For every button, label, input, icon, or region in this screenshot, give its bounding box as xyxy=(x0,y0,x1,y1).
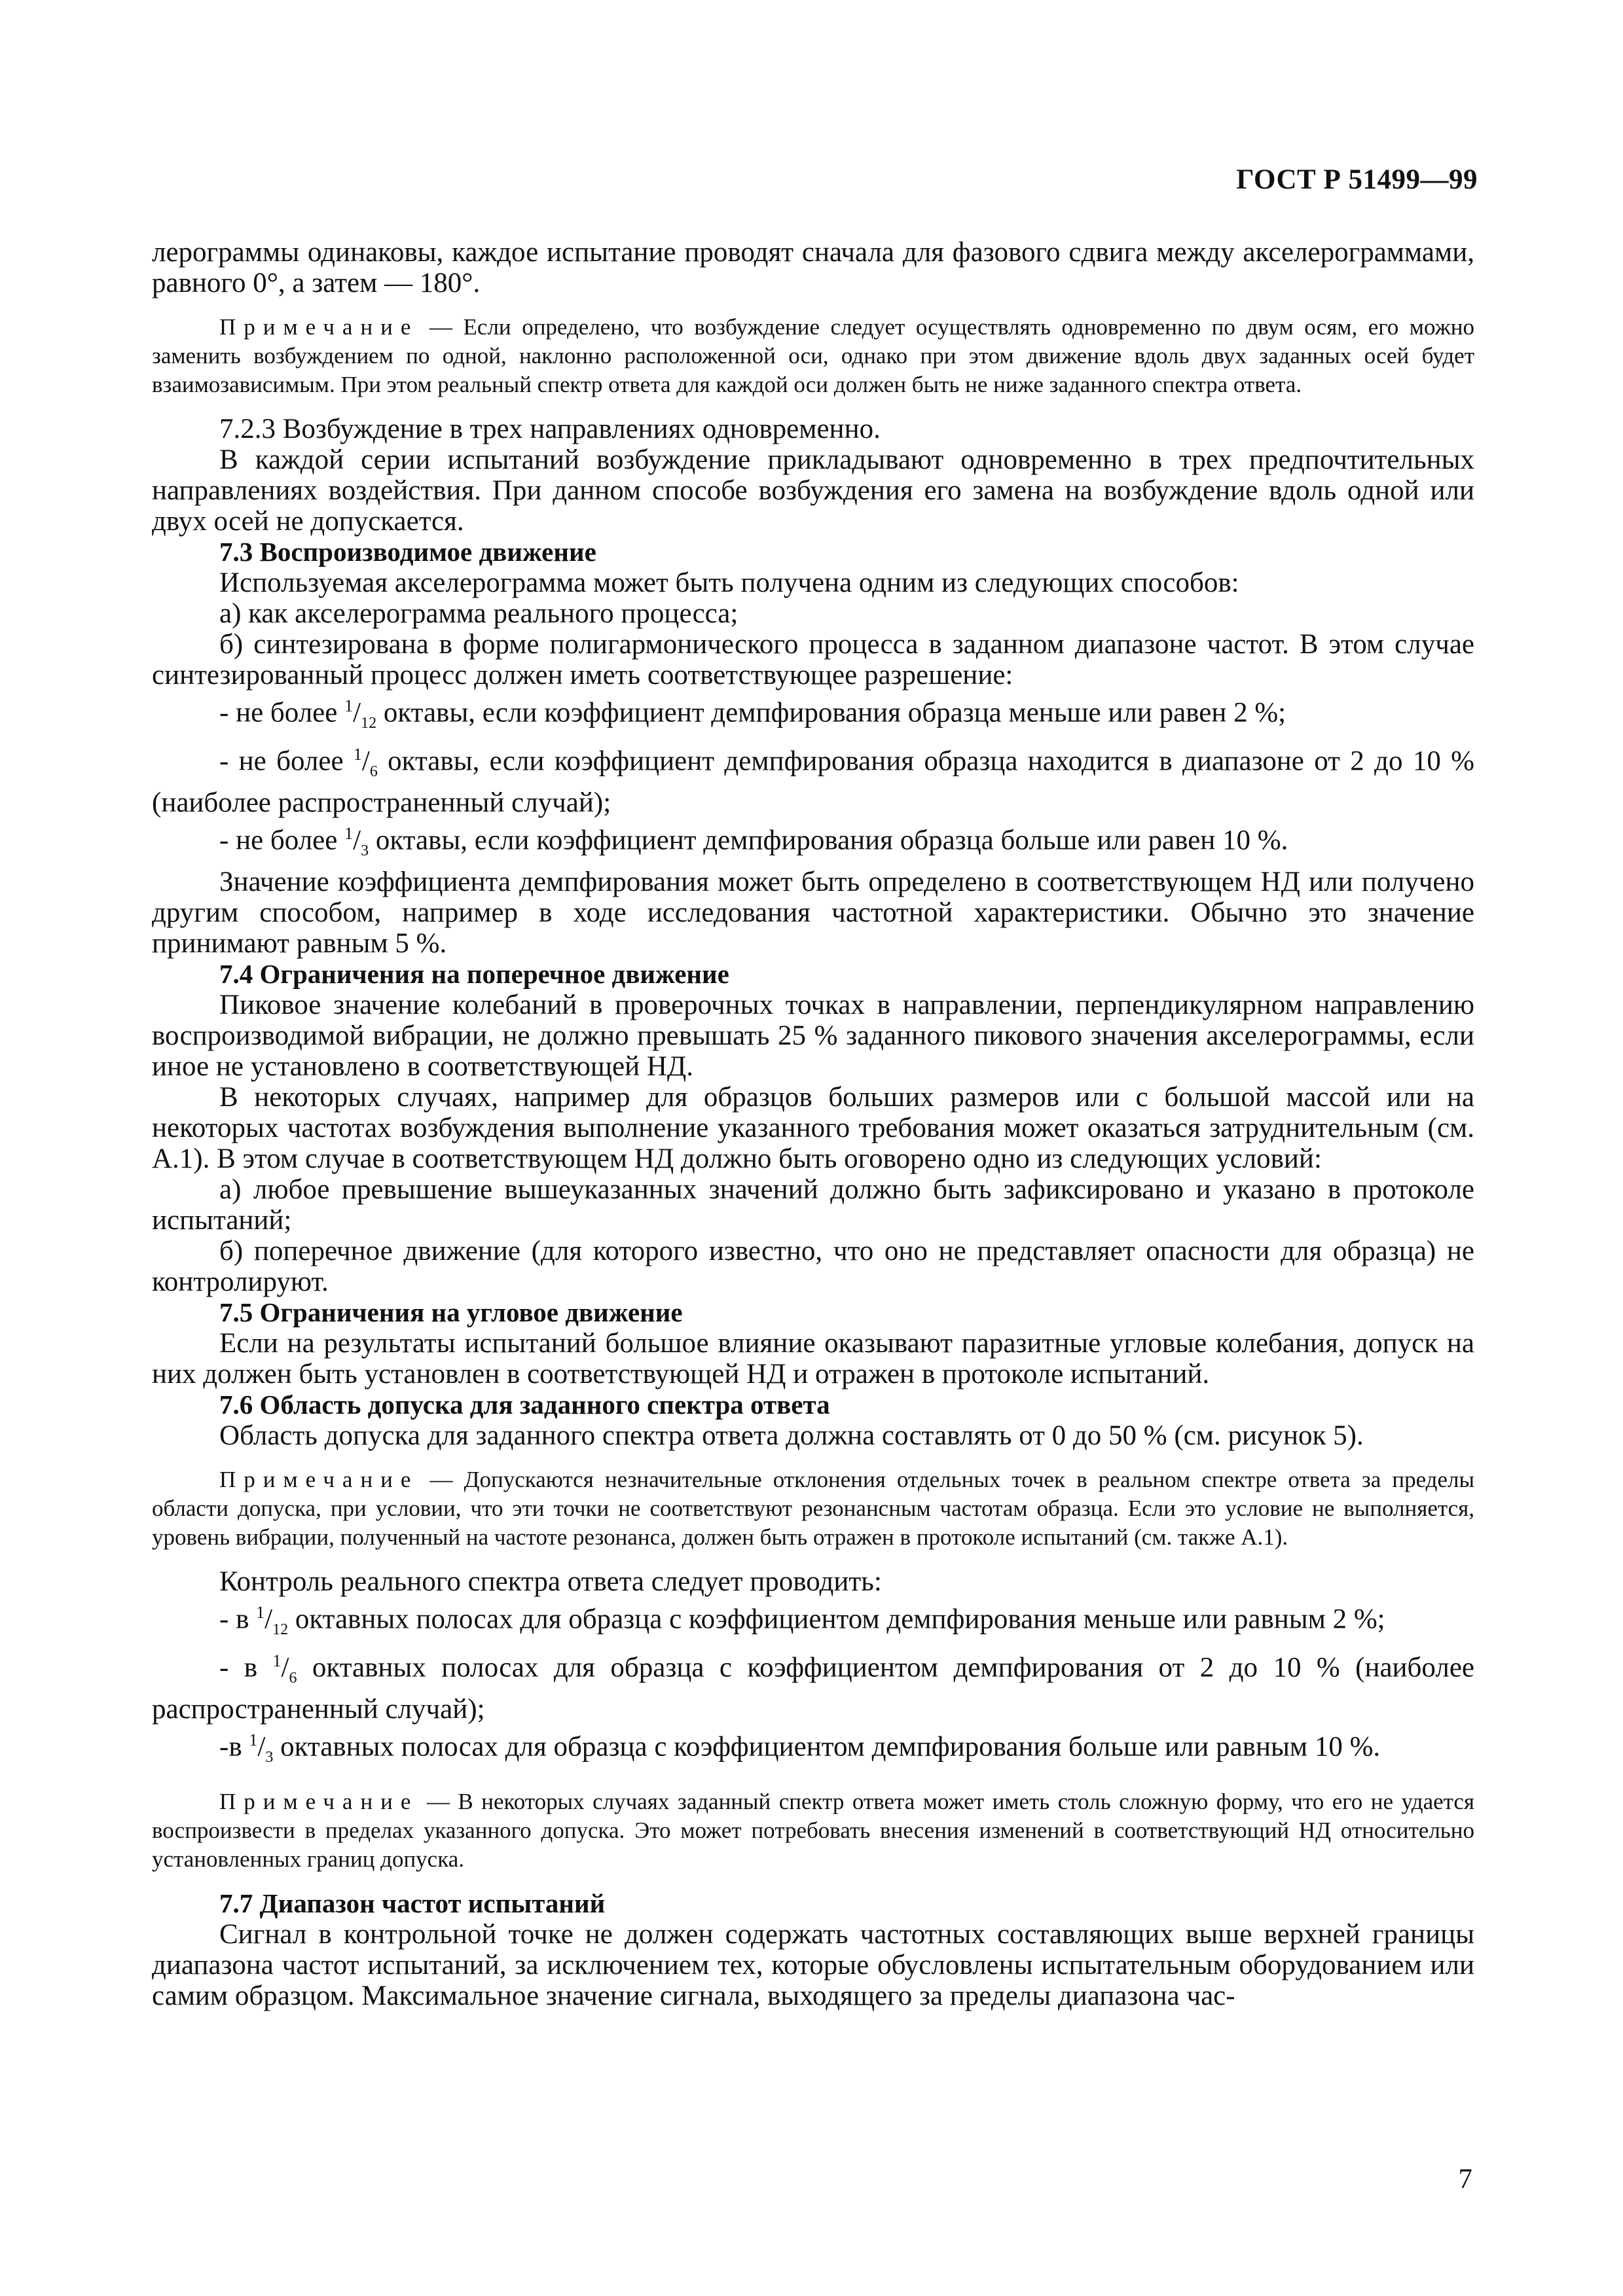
section-7-3-intro: Используемая акселерограмма может быть получена одним из следующих способов: xyxy=(219,567,1239,598)
fraction-numerator: 1 xyxy=(344,823,354,843)
item-text: октавы, если коэффициент демпфирования образца находится в диапазоне от 2 до 10 % (наиболее распространенный случай); xyxy=(152,745,1475,818)
item-text: октавных полосах для образца с коэффициентом демпфирования больше или равным 10 %. xyxy=(273,1731,1381,1762)
note-1 xyxy=(152,313,1474,399)
item-text: октавы, если коэффициент демпфирования образца больше или равен 10 %. xyxy=(369,825,1288,856)
note-text: — Если определено, что возбуждение следует осуществлять одновременно по двум осям, его можно заменить возбуждением по одной, наклонно расположенной оси, однако при этом движение вдоль двух заданных осей будет взаимозависимым. При этом реальный спектр ответа для каждой оси должен быть не ниже заданного спектра ответа. xyxy=(152,314,1474,397)
section-7-6-para-1: Область допуска для заданного спектра ответа должна составлять от 0 до 50 % (см. рисунок 5). xyxy=(219,1420,1364,1451)
section-7-5-para: Если на результаты испытаний большое влияние оказывают паразитные угловые колебания, допуск на них должен быть установлен в соответствующей НД и отражен в протоколе испытаний. xyxy=(152,1327,1474,1390)
item-prefix: - в xyxy=(219,1652,273,1683)
section-7-6-para-2: Контроль реального спектра ответа следует проводить: xyxy=(219,1566,882,1597)
item-prefix: - в xyxy=(219,1604,257,1635)
item-prefix: - не более xyxy=(219,745,354,777)
section-7-4-item-b: б) поперечное движение (для которого известно, что оно не представляет опасности для образца) не контролируют. xyxy=(152,1235,1474,1297)
note-label: Примечание xyxy=(219,1788,419,1814)
section-7-4-para-1: Пиковое значение колебаний в проверочных точках в направлении, перпендикулярном направлению воспроизводимой вибрации, не должно превышать 25 % заданного пикового значения акселерограммы, если иное не установлено в соответствующей НД. xyxy=(152,989,1474,1082)
note-3 xyxy=(152,1787,1474,1874)
section-7-3-item-b: б) синтезирована в форме полигармонического процесса в заданном диапазоне частот. В этом случае синтезированный процесс должен иметь соответствующее разрешение: xyxy=(152,629,1474,691)
note-text: — В некоторых случаях заданный спектр ответа может иметь столь сложную форму, что его не удается воспроизвести в пределах указанного допуска. Это может потребовать внесения изменений в соответствующий НД относительно установленных границ допуска. xyxy=(152,1788,1474,1872)
section-7-3-heading: 7.3 Воспроизводимое движение xyxy=(219,537,596,567)
fraction-numerator: 1 xyxy=(344,696,354,715)
item-text: октавы, если коэффициент демпфирования образца меньше или равен 2 %; xyxy=(376,697,1286,728)
subsection-7-2-3-title: 7.2.3 Возбуждение в трех направлениях одновременно. xyxy=(219,414,881,444)
section-7-4-item-a: а) любое превышение вышеуказанных значений должно быть зафиксировано и указано в протоколе испытаний; xyxy=(152,1174,1474,1236)
octave-band-item-3: -в $^1/_3$ октавных полосах для образца с коэффициентом демпфирования больше или равным 10 %. xyxy=(219,1730,1381,1766)
fraction-denominator: 3 xyxy=(265,1748,274,1766)
resolution-item-3: - не более $^1/_3$ октавы, если коэффициент демпфирования образца больше или равен 10 %. xyxy=(219,823,1288,859)
fraction-denominator: 12 xyxy=(272,1621,289,1638)
subsection-7-2-3-text: В каждой серии испытаний возбуждение прикладывают одновременно в трех предпочтительных направлениях воздействия. При данном способе возбуждения его замена на возбуждение вдоль одной или двух осей не допускается. xyxy=(152,444,1474,537)
section-7-3-damping-note: Значение коэффициента демпфирования может быть определено в соответствующем НД или получено другим способом, например в ходе исследования частотной характеристики. Обычно это значение принимают равным 5 %. xyxy=(152,866,1474,959)
fraction-denominator: 6 xyxy=(289,1669,297,1687)
note-label: Примечание xyxy=(219,314,419,340)
section-7-4-heading: 7.4 Ограничения на поперечное движение xyxy=(219,958,729,989)
document-id-header: ГОСТ Р 51499—99 xyxy=(1236,164,1478,195)
item-prefix: - не более xyxy=(219,697,345,728)
note-text: — Допускаются незначительные отклонения отдельных точек в реальном спектре ответа за пределы области допуска, при условии, что эти точки не соответствуют резонансным частотам образца. Если это условие не выполняется, уровень вибрации, полученный на частоте резонанса, должен быть отражен в протоколе испытаний (см. также А.1). xyxy=(152,1466,1474,1550)
fraction-denominator: 3 xyxy=(361,842,369,859)
item-text: октавных полосах для образца с коэффициентом демпфирования от 2 до 10 % (наиболее распространенный случай); xyxy=(152,1652,1474,1725)
page-number: 7 xyxy=(1458,2164,1472,2195)
resolution-item-2: - не более $^1/_6$ октавы, если коэффициент демпфирования образца находится в диапазоне от 2 до 10 % (наиболее распространенный случай); xyxy=(152,744,1475,818)
section-7-4-para-2: В некоторых случаях, например для образцов больших размеров или с большой массой или на некоторых частотах возбуждения выполнение указанного требования может оказаться затруднительным (см. А.1). В этом случае в соответствующем НД должно быть оговорено одно из следующих условий: xyxy=(152,1081,1474,1174)
resolution-item-1: - не более $^1/_{12}$ октавы, если коэффициент демпфирования образца меньше или равен 2 %; xyxy=(219,696,1286,732)
paragraph-continuation: лерограммы одинаковы, каждое испытание проводят сначала для фазового сдвига между акселерограммами, равного 0°, а затем — 180°. xyxy=(152,237,1474,298)
section-7-5-heading: 7.5 Ограничения на угловое движение xyxy=(219,1297,683,1327)
section-7-7-para: Сигнал в контрольной точке не должен содержать частотных составляющих выше верхней границы диапазона частот испытаний, за исключением тех, которые обусловлены испытательным оборудованием или самим образцом. Максимальное значение сигнала, выходящего за пределы диапазона час- xyxy=(152,1918,1474,2011)
item-prefix: - не более xyxy=(219,825,345,856)
page-body xyxy=(152,237,1474,2011)
fraction-denominator: 6 xyxy=(369,762,378,780)
section-7-3-item-a: а) как акселерограмма реального процесса; xyxy=(219,598,739,629)
octave-band-item-1: - в $^1/_{12}$ октавных полосах для образца с коэффициентом демпфирования меньше или равным 2 %; xyxy=(219,1602,1385,1638)
section-7-7-heading: 7.7 Диапазон частот испытаний xyxy=(219,1888,606,1918)
item-prefix: -в xyxy=(219,1731,249,1762)
note-label: Примечание xyxy=(219,1466,419,1492)
fraction-numerator: 1 xyxy=(353,744,362,764)
octave-band-item-2: - в $^1/_6$ октавных полосах для образца с коэффициентом демпфирования от 2 до 10 % (наиболее распространенный случай); xyxy=(152,1651,1474,1725)
note-2 xyxy=(152,1465,1474,1552)
fraction-numerator: 1 xyxy=(256,1602,265,1622)
fraction-denominator: 12 xyxy=(361,714,377,732)
section-7-6-heading: 7.6 Область допуска для заданного спектра ответа xyxy=(219,1389,830,1420)
item-text: октавных полосах для образца с коэффициентом демпфирования меньше или равным 2 %; xyxy=(288,1604,1385,1635)
fraction-numerator: 1 xyxy=(272,1651,282,1670)
fraction-numerator: 1 xyxy=(249,1730,258,1749)
